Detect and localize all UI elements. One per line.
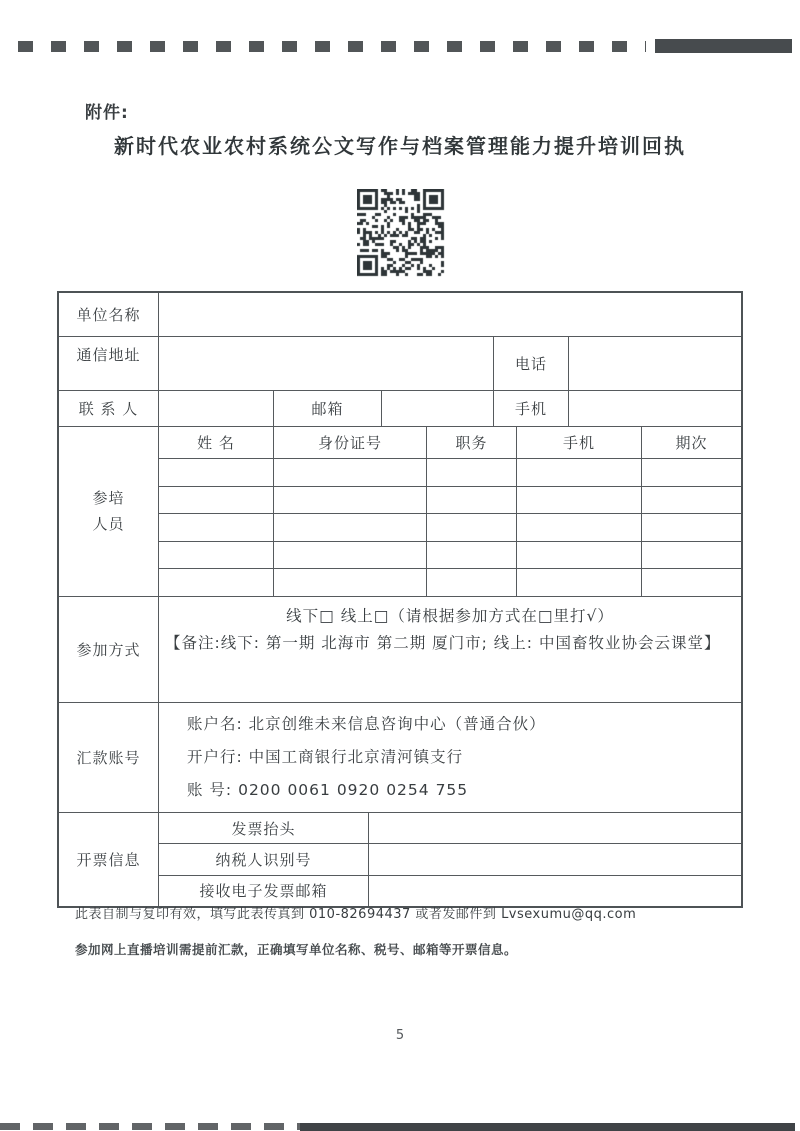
- participant-empty-row: [159, 459, 741, 487]
- participant-empty-cell: [427, 514, 517, 541]
- contact-label: 联 系 人: [59, 391, 159, 426]
- participant-empty-row: [159, 569, 741, 596]
- invoice-title-value-cell: [369, 813, 741, 843]
- invoice-email-value-cell: [369, 876, 741, 906]
- participants-empty-rows: [159, 459, 741, 596]
- participants-label: [59, 427, 159, 596]
- participation-checkbox-line: 线下□ 线上□（请根据参加方式在□里打√）: [286, 607, 614, 625]
- invoice-row-taxid: [159, 844, 741, 875]
- phone-value-cell: [569, 337, 741, 390]
- unit-name-label: 单位名称: [59, 293, 159, 336]
- remittance-account-name: 账户名: 北京创维未来信息咨询中心（普通合伙）: [187, 714, 546, 733]
- participant-empty-cell: [642, 459, 741, 486]
- participant-empty-cell: [159, 569, 274, 596]
- participant-empty-cell: [274, 487, 427, 514]
- mobile-value-cell: [569, 391, 741, 426]
- participants-header-mobile: 手机: [517, 427, 642, 458]
- participant-empty-cell: [427, 459, 517, 486]
- participant-empty-cell: [517, 487, 642, 514]
- participant-empty-cell: [517, 459, 642, 486]
- invoice-taxid-value-cell: [369, 844, 741, 874]
- participant-empty-cell: [274, 542, 427, 569]
- email-value-cell: [382, 391, 494, 426]
- participant-empty-row: [159, 542, 741, 570]
- participant-empty-cell: [159, 487, 274, 514]
- participant-empty-cell: [427, 487, 517, 514]
- participants-header-position: 职务: [427, 427, 517, 458]
- participants-label-line1: 参培: [92, 489, 125, 507]
- participants-header-id: 身份证号: [274, 427, 427, 458]
- address-value-cell: [159, 337, 494, 390]
- scan-artifact-bottom-bar: [300, 1123, 795, 1131]
- participant-empty-row: [159, 514, 741, 542]
- contact-value-cell: [159, 391, 274, 426]
- participant-empty-cell: [274, 569, 427, 596]
- registration-table: [57, 291, 743, 908]
- participant-empty-cell: [427, 569, 517, 596]
- participant-empty-cell: [427, 542, 517, 569]
- participants-header-session: 期次: [675, 434, 708, 452]
- participant-empty-cell: [517, 569, 642, 596]
- participants-header-name: 姓 名: [159, 427, 274, 458]
- invoice-rows: [159, 813, 741, 906]
- address-row: [59, 337, 741, 391]
- participants-header-row: [159, 427, 741, 459]
- invoice-section: [59, 813, 741, 906]
- remittance-account-number: 账 号: 0200 0061 0920 0254 755: [187, 781, 469, 800]
- remittance-bank: 开户行: 中国工商银行北京清河镇支行: [187, 747, 464, 766]
- scan-artifact-top-dashes: [18, 41, 646, 52]
- remittance-row: [59, 703, 741, 813]
- participant-empty-cell: [642, 569, 741, 596]
- unit-name-row: [59, 293, 741, 337]
- remittance-content: [159, 703, 741, 812]
- participant-empty-cell: [159, 542, 274, 569]
- participants-section: [59, 427, 741, 597]
- participant-empty-row: [159, 487, 741, 515]
- page-title: 新时代农业农村系统公文写作与档案管理能力提升培训回执: [114, 134, 686, 158]
- address-label: 通信地址: [59, 337, 159, 390]
- participant-empty-cell: [642, 542, 741, 569]
- participant-empty-cell: [274, 514, 427, 541]
- contact-row: [59, 391, 741, 427]
- invoice-title-label: 发票抬头: [159, 813, 369, 843]
- page-number: 5: [395, 1028, 405, 1043]
- qr-code: [357, 189, 445, 277]
- attachment-label: 附件:: [85, 103, 129, 123]
- email-label: 邮箱: [274, 391, 382, 426]
- participant-empty-cell: [159, 514, 274, 541]
- mobile-label: 手机: [494, 391, 569, 426]
- participant-empty-cell: [642, 487, 741, 514]
- participation-label: 参加方式: [59, 597, 159, 702]
- invoice-email-label: 接收电子发票邮箱: [159, 876, 369, 906]
- invoice-row-title: [159, 813, 741, 844]
- footer-note-1: 此表自制与复印有效，填写此表传真到 010-82694437 或者发邮件到 Lvsexumu@qq.com: [75, 907, 637, 922]
- participation-row: [59, 597, 741, 703]
- invoice-row-email: [159, 876, 741, 906]
- participants-label-line2: 人员: [92, 514, 125, 533]
- invoice-label: 开票信息: [59, 813, 159, 906]
- unit-name-value-cell: [159, 293, 741, 336]
- qr-code-image: [357, 189, 445, 277]
- invoice-taxid-label: 纳税人识别号: [159, 844, 369, 874]
- participants-grid: [159, 427, 741, 596]
- participant-empty-cell: [274, 459, 427, 486]
- footer-note-2: 参加网上直播培训需提前汇款，正确填写单位名称、税号、邮箱等开票信息。: [75, 942, 518, 957]
- participation-content: [159, 597, 741, 702]
- scan-artifact-bottom-dashes: [0, 1123, 300, 1130]
- scan-artifact-top-bar: [655, 39, 792, 53]
- participant-empty-cell: [517, 542, 642, 569]
- remittance-label: 汇款账号: [59, 703, 159, 812]
- participant-empty-cell: [642, 514, 741, 541]
- phone-label: 电话: [494, 337, 569, 390]
- participation-note: 【备注:线下: 第一期 北海市 第二期 厦门市; 线上: 中国畜牧业协会云课堂】: [165, 634, 721, 652]
- participant-empty-cell: [159, 459, 274, 486]
- participant-empty-cell: [517, 514, 642, 541]
